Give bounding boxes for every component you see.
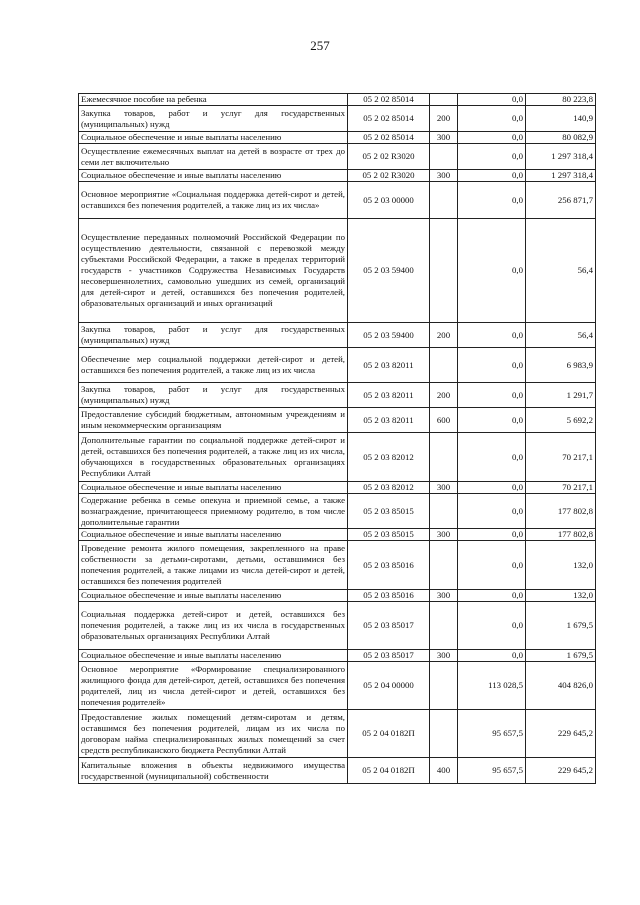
row-amount-2-cell: 70 217,1	[526, 482, 596, 494]
budget-table-body	[79, 94, 596, 784]
row-amount-2-cell: 1 679,5	[526, 650, 596, 662]
table-row	[79, 482, 596, 494]
row-amount-2-cell: 229 645,2	[526, 758, 596, 784]
row-amount-1-cell: 0,0	[458, 482, 526, 494]
row-code-cell: 05 2 04 00000	[348, 662, 430, 710]
row-expense-type-cell	[430, 182, 458, 219]
table-row	[79, 433, 596, 482]
row-expense-type-cell	[430, 219, 458, 323]
row-name-cell: Социальное обеспечение и иные выплаты населению	[79, 170, 348, 182]
row-name-cell: Социальное обеспечение и иные выплаты населению	[79, 590, 348, 602]
table-row	[79, 710, 596, 758]
row-code-cell: 05 2 03 00000	[348, 182, 430, 219]
row-amount-2-cell: 70 217,1	[526, 433, 596, 482]
row-amount-2-cell: 56,4	[526, 219, 596, 323]
row-amount-1-cell: 0,0	[458, 383, 526, 408]
row-code-cell: 05 2 04 0182П	[348, 758, 430, 784]
row-expense-type-cell: 600	[430, 408, 458, 433]
row-code-cell: 05 2 02 85014	[348, 132, 430, 144]
row-amount-2-cell: 1 291,7	[526, 383, 596, 408]
row-name-cell: Закупка товаров, работ и услуг для государственных (муниципальных) нужд	[79, 383, 348, 408]
row-code-cell: 05 2 03 82012	[348, 433, 430, 482]
table-row	[79, 219, 596, 323]
row-amount-1-cell: 0,0	[458, 541, 526, 590]
row-amount-1-cell: 0,0	[458, 494, 526, 529]
row-amount-1-cell: 0,0	[458, 602, 526, 650]
row-amount-1-cell: 0,0	[458, 144, 526, 170]
table-row	[79, 323, 596, 348]
table-row	[79, 662, 596, 710]
row-expense-type-cell: 200	[430, 323, 458, 348]
row-expense-type-cell	[430, 144, 458, 170]
row-amount-2-cell: 1 679,5	[526, 602, 596, 650]
table-row	[79, 758, 596, 784]
row-amount-1-cell: 0,0	[458, 94, 526, 106]
table-row	[79, 144, 596, 170]
row-code-cell: 05 2 02 85014	[348, 106, 430, 132]
row-amount-1-cell: 0,0	[458, 529, 526, 541]
row-name-cell: Социальное обеспечение и иные выплаты населению	[79, 482, 348, 494]
row-code-cell: 05 2 02 R3020	[348, 144, 430, 170]
row-amount-1-cell: 0,0	[458, 323, 526, 348]
row-amount-1-cell: 95 657,5	[458, 710, 526, 758]
row-name-cell: Основное мероприятие «Формирование специализированного жилищного фонда для детей-сирот, детей, оставшихся без попечения родителей, лиц из числа детей-сирот и детей, оставшихся без попечения родителей»	[79, 662, 348, 710]
row-amount-2-cell: 80 223,8	[526, 94, 596, 106]
row-name-cell: Основное мероприятие «Социальная поддержка детей-сирот и детей, оставшихся без попечения родителей, а также лиц из их числа»	[79, 182, 348, 219]
row-amount-1-cell: 0,0	[458, 650, 526, 662]
row-amount-1-cell: 0,0	[458, 219, 526, 323]
row-expense-type-cell: 300	[430, 650, 458, 662]
row-expense-type-cell: 200	[430, 383, 458, 408]
row-amount-2-cell: 256 871,7	[526, 182, 596, 219]
row-name-cell: Дополнительные гарантии по социальной поддержке детей-сирот и детей, оставшихся без попечения родителей, а также лиц из их числа, обучающихся в государственных образовательных организациях Республики Алтай	[79, 433, 348, 482]
row-expense-type-cell	[430, 94, 458, 106]
table-row	[79, 494, 596, 529]
row-amount-2-cell: 177 802,8	[526, 494, 596, 529]
table-row	[79, 132, 596, 144]
row-amount-2-cell: 229 645,2	[526, 710, 596, 758]
row-code-cell: 05 2 03 82011	[348, 348, 430, 383]
row-amount-2-cell: 1 297 318,4	[526, 170, 596, 182]
row-code-cell: 05 2 02 R3020	[348, 170, 430, 182]
row-name-cell: Социальная поддержка детей-сирот и детей, оставшихся без попечения родителей, а также лиц из их числа в государственных образовательных организациях Республики Алтай	[79, 602, 348, 650]
table-row	[79, 182, 596, 219]
table-row	[79, 106, 596, 132]
table-row	[79, 383, 596, 408]
table-row	[79, 170, 596, 182]
row-code-cell: 05 2 03 82011	[348, 408, 430, 433]
table-row	[79, 650, 596, 662]
row-code-cell: 05 2 03 85016	[348, 541, 430, 590]
row-expense-type-cell	[430, 433, 458, 482]
table-row	[79, 602, 596, 650]
table-row	[79, 529, 596, 541]
row-code-cell: 05 2 03 59400	[348, 219, 430, 323]
row-amount-2-cell: 404 826,0	[526, 662, 596, 710]
row-amount-1-cell: 0,0	[458, 590, 526, 602]
row-expense-type-cell	[430, 348, 458, 383]
row-name-cell: Закупка товаров, работ и услуг для государственных (муниципальных) нужд	[79, 323, 348, 348]
row-amount-1-cell: 113 028,5	[458, 662, 526, 710]
row-amount-2-cell: 80 082,9	[526, 132, 596, 144]
row-expense-type-cell: 300	[430, 132, 458, 144]
row-expense-type-cell: 300	[430, 590, 458, 602]
row-name-cell: Закупка товаров, работ и услуг для государственных (муниципальных) нужд	[79, 106, 348, 132]
row-amount-2-cell: 5 692,2	[526, 408, 596, 433]
row-expense-type-cell: 300	[430, 482, 458, 494]
row-name-cell: Предоставление субсидий бюджетным, автономным учреждениям и иным некоммерческим организациям	[79, 408, 348, 433]
row-code-cell: 05 2 03 85015	[348, 494, 430, 529]
budget-table	[78, 93, 596, 784]
row-amount-1-cell: 0,0	[458, 182, 526, 219]
table-row	[79, 94, 596, 106]
row-code-cell: 05 2 03 82011	[348, 383, 430, 408]
row-expense-type-cell	[430, 662, 458, 710]
row-expense-type-cell	[430, 602, 458, 650]
row-expense-type-cell	[430, 710, 458, 758]
row-code-cell: 05 2 03 85015	[348, 529, 430, 541]
row-amount-1-cell: 0,0	[458, 348, 526, 383]
table-row	[79, 541, 596, 590]
row-amount-1-cell: 0,0	[458, 433, 526, 482]
row-name-cell: Содержание ребенка в семье опекуна и приемной семье, а также вознаграждение, причитающееся приемному родителю, в том числе дополнительные гарантии	[79, 494, 348, 529]
row-name-cell: Социальное обеспечение и иные выплаты населению	[79, 132, 348, 144]
table-row	[79, 408, 596, 433]
row-name-cell: Социальное обеспечение и иные выплаты населению	[79, 650, 348, 662]
row-code-cell: 05 2 03 82012	[348, 482, 430, 494]
row-name-cell: Социальное обеспечение и иные выплаты населению	[79, 529, 348, 541]
row-expense-type-cell	[430, 494, 458, 529]
row-name-cell: Проведение ремонта жилого помещения, закрепленного на праве собственности за детьми-сиротами, детьми, оставшимися без попечения родителей, а также лицами из числа детей-сирот и детей, оставшихся без попечения родителей	[79, 541, 348, 590]
row-amount-2-cell: 132,0	[526, 590, 596, 602]
page-number: 257	[310, 38, 330, 53]
row-amount-2-cell: 6 983,9	[526, 348, 596, 383]
row-code-cell: 05 2 03 85017	[348, 650, 430, 662]
row-expense-type-cell: 200	[430, 106, 458, 132]
row-amount-1-cell: 0,0	[458, 170, 526, 182]
row-amount-2-cell: 140,9	[526, 106, 596, 132]
row-expense-type-cell: 300	[430, 170, 458, 182]
row-amount-2-cell: 1 297 318,4	[526, 144, 596, 170]
table-row	[79, 590, 596, 602]
row-expense-type-cell: 400	[430, 758, 458, 784]
row-expense-type-cell	[430, 541, 458, 590]
row-amount-2-cell: 56,4	[526, 323, 596, 348]
row-amount-2-cell: 177 802,8	[526, 529, 596, 541]
row-amount-1-cell: 0,0	[458, 408, 526, 433]
row-code-cell: 05 2 03 85017	[348, 602, 430, 650]
row-code-cell: 05 2 02 85014	[348, 94, 430, 106]
row-name-cell: Осуществление переданных полномочий Российской Федерации по осуществлению деятельности, связанной с перевозкой между субъектами Российской Федерации, а также в пределах территорий государств - участников Содружества Независимых Государств несовершеннолетних, самовольно ушедших из семей, организаций для детей-сирот и детей, оставшихся без попечения родителей, образовательных организаций и иных организаций	[79, 219, 348, 323]
row-amount-2-cell: 132,0	[526, 541, 596, 590]
row-amount-1-cell: 95 657,5	[458, 758, 526, 784]
row-code-cell: 05 2 04 0182П	[348, 710, 430, 758]
row-expense-type-cell: 300	[430, 529, 458, 541]
row-name-cell: Ежемесячное пособие на ребенка	[79, 94, 348, 106]
row-code-cell: 05 2 03 59400	[348, 323, 430, 348]
row-name-cell: Предоставление жилых помещений детям-сиротам и детям, оставшимся без попечения родителей, лицам из их числа по договорам найма специализированных жилых помещений за счет средств республиканского бюджета Республики Алтай	[79, 710, 348, 758]
table-row	[79, 348, 596, 383]
row-name-cell: Капитальные вложения в объекты недвижимого имущества государственной (муниципальной) собственности	[79, 758, 348, 784]
row-amount-1-cell: 0,0	[458, 132, 526, 144]
row-name-cell: Обеспечение мер социальной поддержки детей-сирот и детей, оставшихся без попечения родителей, а также лиц из их числа	[79, 348, 348, 383]
row-amount-1-cell: 0,0	[458, 106, 526, 132]
row-name-cell: Осуществление ежемесячных выплат на детей в возрасте от трех до семи лет включительно	[79, 144, 348, 170]
row-code-cell: 05 2 03 85016	[348, 590, 430, 602]
